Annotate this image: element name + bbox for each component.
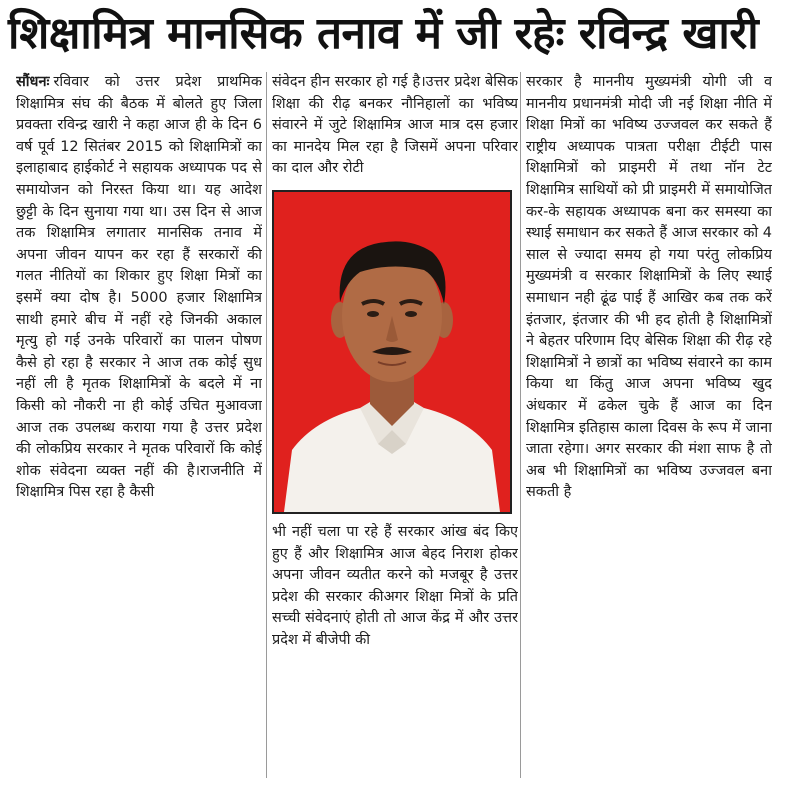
article-paragraph: सरकार है माननीय मुख्यमंत्री योगी जी व माननीय प्रधानमंत्री मोदी जी नई शिक्षा नीति में शिक्षा मित्रों का भविष्य उज्जवल कर सकते हैं राष्ट्रीय अध्यापक पात्रता परीक्षा टीईटी पास शिक्षामित्रों को प्राइमरी में तथा नॉन टेट शिक्षामित्र साथियों को प्री प्राइमरी में समायोजित कर-के सहायक अध्यापक बना कर समस्या का स्थाई समाधान कर सकते हैं आज सरकार को 4 साल से ज्यादा समय हो गया परंतु लोकप्रिय मुख्यमंत्री व सरकार शिक्षामित्रों के लिए स्थाई समाधान नही ढूंढ पाई हैं आखिर कब तक करें इंतजार, इंतजार की भी हद होती है शिक्षामित्रों ने बेहतर परिणाम दिए बेसिक शिक्षा की रीढ़ रहे शिक्षामित्रों ने छात्रों का भविष्य संवारने का काम किया था किंतु आज अपना भविष्य खुद अंधकार में ढकेल चुके हैं आज का दिन शिक्षामित्र इतिहास काला दिवस के रूप में जाना जाता रहेगा। अगर सरकार की मंशा साफ है तो अब भी शिक्षामित्रों का भविष्य उज्जवल बना सकती है <box>526 74 772 501</box>
portrait-photo <box>272 190 512 514</box>
article-text: रविवार को उत्तर प्रदेश प्राथमिक शिक्षामित्र संघ की बैठक में बोलते हुए जिला प्रवक्ता रविन्द्र खारी ने कहा आज ही के दिन 6 वर्ष पूर्व 12 सितंबर 2015 को शिक्षामित्रों का इलाहाबाद हाईकोर्ट ने सहायक अध्यापक पद से समायोजन को निरस्त किया था। यह आदेश छुट्टी के दिन सुनाया गया था। उस दिन से आज तक शिक्षामित्र लगातार मानसिक तनाव में अपना जीवन यापन कर रहा हैं सरकारों की गलत नीतियों का शिकार हुए शिक्षा मित्रों का इसमें क्या दोष है। 5000 हजार शिक्षामित्र साथी हमारे बीच में नहीं रहे जिनकी अकाल मृत्यु हो गई उनके परिवारों का पालन पोषण कैसे हो रहा है सरकार ने आज तक कोई सुध नहीं ली है मृतक शिक्षामित्रों के बदले में ना किसी को नौकरी ना ही कोई उचित मुआवजा आज तक उपलब्ध कराया गया है उत्तर प्रदेश की लोकप्रिय सरकार ने मृतक परिवारों कि कोई शोक संवेदना व्यक्त नहीं की है।राजनीति में शिक्षामित्र पिस रहा है कैसी <box>16 74 262 501</box>
article-column-3 <box>526 72 772 782</box>
column-divider <box>520 72 521 778</box>
article-paragraph <box>16 72 262 504</box>
article-paragraph: भी नहीं चला पा रहे हैं सरकार आंख बंद किए हुए हैं और शिक्षामित्र आज बेहद निराश होकर अपना जीवन व्यतीत करने को मजबूर है उत्तर प्रदेश की सरकार कीअगर शिक्षा मित्रों के प्रति सच्ची संवेदनाएं होती तो आज केंद्र में और उत्तर प्रदेश में बीजेपी की <box>272 523 518 648</box>
article-column-2 <box>272 72 518 782</box>
person-portrait-icon <box>274 192 510 512</box>
dateline: सौंधनः <box>16 74 50 90</box>
column-divider <box>266 72 267 778</box>
article-column-1 <box>16 72 262 782</box>
headline: शिक्षामित्र मानसिक तनाव में जी रहेः रविन्द्र खारी <box>8 8 759 59</box>
article-paragraph: संवेदन हीन सरकार हो गई है।उत्तर प्रदेश बेसिक शिक्षा की रीढ़ बनकर नौनिहालों का भविष्य संवारने में जुटे शिक्षामित्र आज मात्र दस हजार का मानदेय मिल रहा है जिसमें अपना परिवार का दाल और रोटी <box>272 74 518 177</box>
